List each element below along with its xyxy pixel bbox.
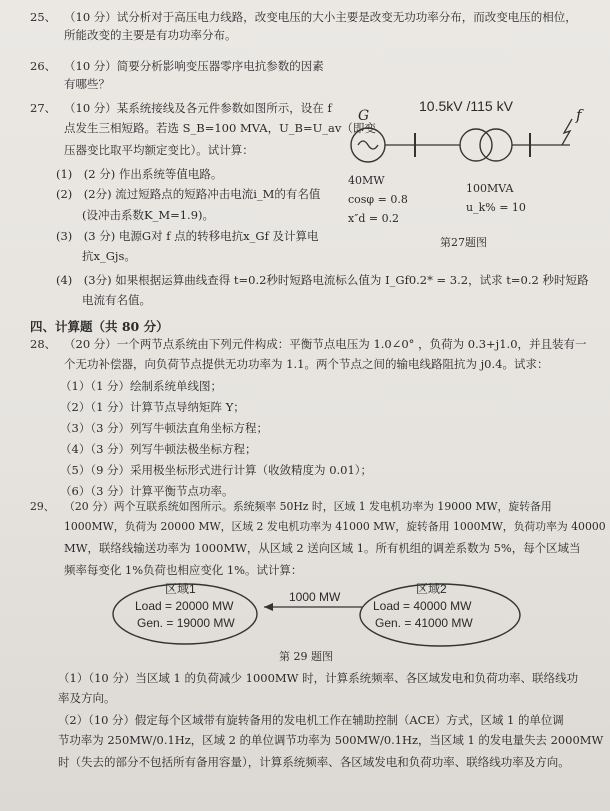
figure-27-caption: 第27题图	[440, 236, 487, 249]
gen-rating: 40MW	[348, 174, 385, 187]
q27-subitem-3: (3) (3 分) 电源G对 f 点的转移电抗x_Gf 及计算电	[56, 229, 319, 243]
voltage-ratio-label: 10.5kV /115 kV	[419, 98, 513, 114]
generator-label: G	[358, 108, 370, 124]
q28-subitem-3: （3）（3 分）列写牛顿法直角坐标方程；	[60, 421, 269, 435]
question-text: 频率每变化 1%负荷也相应变化 1%。试计算：	[64, 563, 303, 578]
transformer-winding-1	[460, 129, 492, 161]
question-text: MW，联络线输送功率为 1000MW，从区域 2 送向区域 1。所有机组的调差系数为 5%，每个区域当	[64, 540, 581, 555]
arrow-head-icon	[264, 603, 273, 611]
question-28	[30, 336, 587, 376]
question-26	[30, 58, 324, 94]
q27-subitem-4: (4) (3分) 如果根据运算曲线查得 t=0.2秒时短路电流标么值为 I_Gf0.2* = 3.2，试求 t=0.2 秒时短路	[56, 273, 589, 287]
question-27	[30, 100, 376, 162]
question-text: 有哪些？	[64, 76, 110, 91]
question-number: 29、	[30, 500, 55, 513]
question-number: 28、	[30, 337, 57, 351]
q29-subitem-2	[58, 712, 603, 773]
fault-point-label: f	[576, 106, 582, 124]
area-2-gen: Gen. = 41000 MW	[375, 616, 473, 630]
transformer-impedance: u_k% = 10	[466, 201, 526, 214]
gen-power-factor: cosφ = 0.8	[348, 193, 408, 206]
q27-subitem-2: (2) (2分) 流过短路点的短路冲击电流i_M的有名值	[56, 187, 321, 201]
area-1-title: 区域1	[165, 582, 196, 596]
question-text: （20 分）两个互联系统如图所示。系统频率 50Hz 时，区域 1 发电机功率为 19000 MW，旋转备用	[64, 500, 552, 513]
section-title: 四、计算题（共 80 分）	[30, 319, 169, 334]
question-25	[30, 9, 577, 45]
question-text: 点发生三相短路。若选 S_B=100 MVA，U_B=U_av（即变	[64, 120, 376, 135]
q27-subitem-1: (1) (2 分) 作出系统等值电路。	[56, 167, 223, 181]
question-text: （10 分）试分析对于高压电力线路，改变电压的大小主要是改变无功功率分布，而改变电压的相位，	[64, 10, 577, 24]
question-29	[30, 499, 606, 582]
subitem-text: 时（失去的部分不包括所有备用容量），计算系统频率、各区域发电和负荷功率、联络线功率及方向。	[58, 754, 570, 769]
subitem-text: 节功率为 250MW/0.1Hz，区域 2 的单位调节功率为 500MW/0.1Hz，当区域 1 的发电量失去 2000MW	[58, 732, 604, 747]
question-number: 27、	[30, 101, 57, 115]
q27-subitem-2-cont: (设冲击系数K_M=1.9)。	[82, 208, 215, 222]
gen-reactance: x″d = 0.2	[348, 212, 400, 225]
question-text: 个无功补偿器，向负荷节点提供无功功率为 1.1。两个节点之间的输电线路阻抗为 j0.4。试求：	[64, 356, 549, 371]
question-text: 1000MW，负荷为 20000 MW，区域 2 发电机功率为 41000 MW，旋转备用 1000MW，负荷功率为 40000	[64, 519, 606, 533]
subitem-text: （1）（10 分）当区域 1 的负荷减少 1000MW 时，计算系统频率、各区域发电和负荷功率、联络线功	[58, 671, 579, 685]
q27-subitem-3-cont: 抗x_Gjs。	[82, 249, 136, 263]
q28-subitem-1: （1）（1 分）绘制系统单线图；	[60, 379, 223, 393]
question-text: 压器变比取平均额定变比）。试计算：	[64, 142, 254, 157]
question-number: 26、	[30, 59, 57, 73]
fault-symbol-icon	[562, 119, 572, 145]
subitem-text: （2）（10 分）假定每个区域带有旋转备用的发电机工作在辅助控制（ACE）方式，区域 1 的单位调	[58, 713, 564, 727]
area-2-load: Load = 40000 MW	[373, 599, 472, 613]
area-1-gen: Gen. = 19000 MW	[137, 616, 235, 630]
subitem-text: 率及方向。	[58, 690, 116, 705]
q28-subitem-6: （6）（3 分）计算平衡节点功率。	[60, 484, 234, 498]
question-number: 25、	[30, 10, 57, 24]
transformer-winding-2	[480, 129, 512, 161]
q28-subitem-2: （2）（1 分）计算节点导纳矩阵 Y；	[60, 400, 245, 414]
question-text: （10 分）某系统接线及各元件参数如图所示，设在 f	[64, 101, 332, 115]
sine-wave-icon	[358, 141, 378, 149]
figure-29-caption: 第 29 题图	[279, 650, 333, 663]
question-text: （20 分）一个两节点系统由下列元件构成：平衡节点电压为 1.0∠0° ，负荷为 0.3+j1.0，并且装有一	[64, 337, 587, 351]
q28-subitem-4: （4）（3 分）列写牛顿法极坐标方程；	[60, 442, 257, 456]
tie-line-power: 1000 MW	[289, 590, 341, 604]
area-2-title: 区域2	[416, 582, 447, 596]
question-text: 所能改变的主要是有功功率分布。	[64, 27, 237, 42]
transformer-rating: 100MVA	[466, 182, 514, 195]
q27-subitem-4-cont: 电流有名值。	[82, 293, 151, 307]
question-text: （10 分）简要分析影响变压器零序电抗参数的因素	[64, 59, 324, 73]
area-1-load: Load = 20000 MW	[135, 599, 234, 613]
q29-subitem-1	[58, 670, 578, 710]
q28-subitem-5: （5）（9 分）采用极坐标形式进行计算（收敛精度为 0.01）；	[60, 463, 373, 477]
